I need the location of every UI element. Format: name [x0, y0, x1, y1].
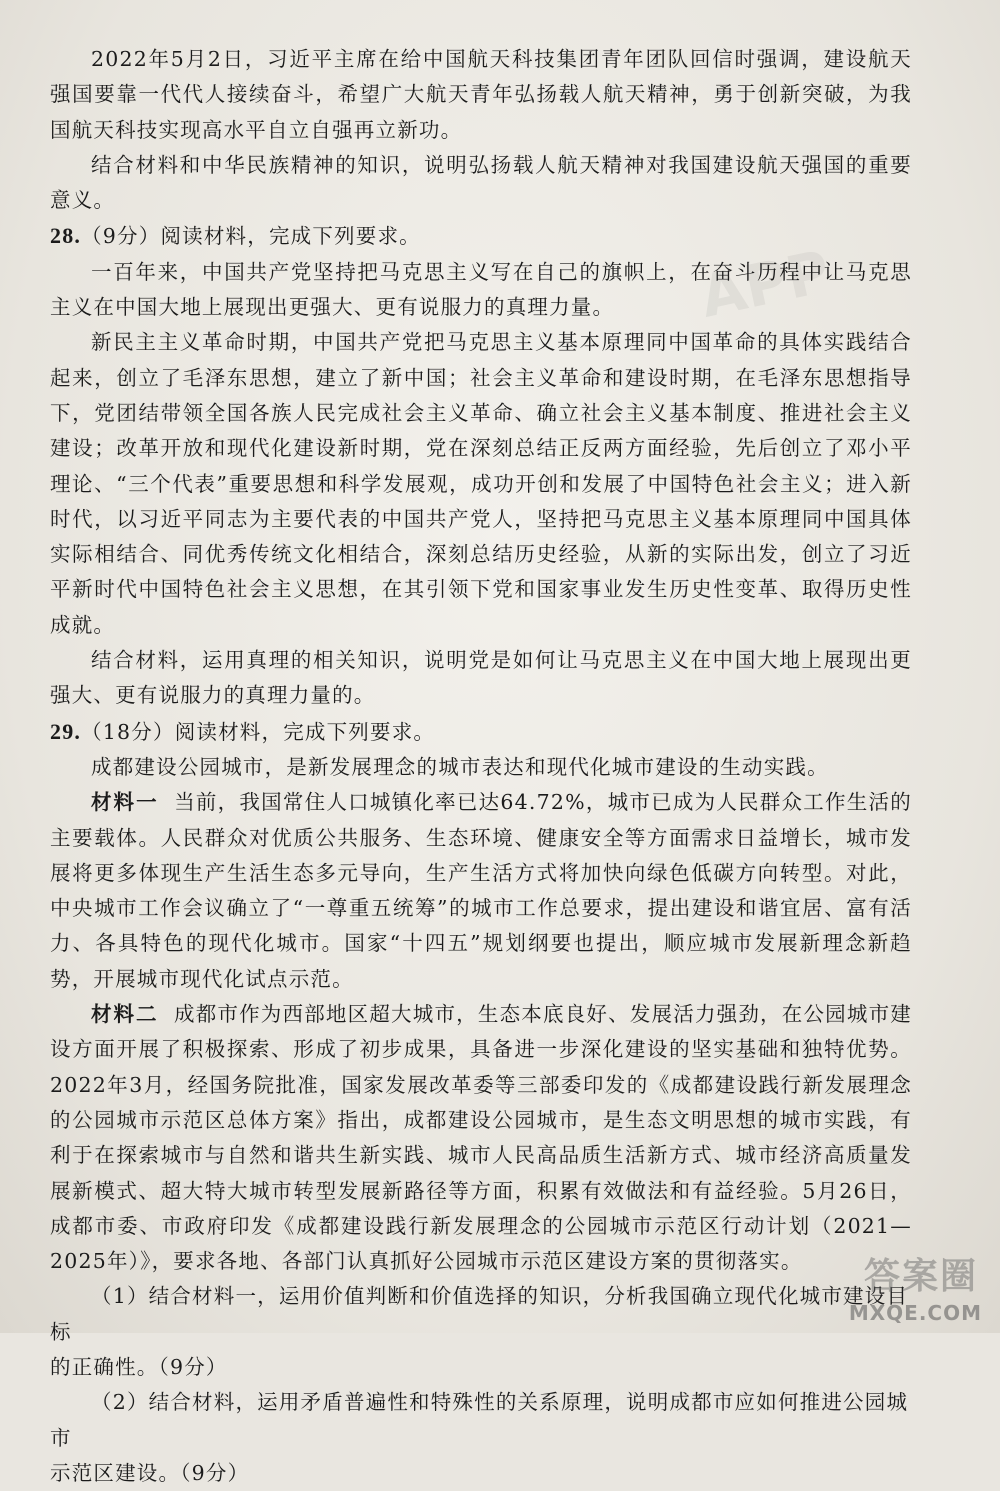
- q29-material-1: [50, 785, 912, 997]
- q29-subquestion-1-line1: （1）结合材料一，运用价值判断和价值选择的知识，分析我国确立现代化城市建设目标: [50, 1284, 909, 1344]
- watermark-app: APP: [694, 237, 836, 331]
- intro-question: 结合材料和中华民族精神的知识，说明弘扬载人航天精神对我国建设航天强国的重要意义。: [50, 152, 912, 213]
- question-29-instruction: （18分）阅读材料，完成下列要求。: [81, 719, 436, 744]
- question-29-number: 29.: [50, 718, 82, 744]
- q29-lead: 成都建设公园城市，是新发展理念的城市表达和现代化城市建设的生动实践。: [91, 754, 829, 779]
- watermark-site: MXQE.COM: [848, 1301, 982, 1325]
- material-1-text: 当前，我国常住人口城镇化率已达64.72%，城市已成为人民群众工作生活的主要载体。人民群众对优质公共服务、生态环境、健康安全等方面需求日益增长，城市发展将更多体现生产生活生态多元导向，生产生活方式将加快向绿色低碳方向转型。对此，中央城市工作会议确立了“一尊重五统筹”的城市工作总要求，提出建设和谐宜居、富有活力、各具特色的现代化城市。国家“十四五”规划纲要也提出，顺应城市发展新理念新趋势，开展城市现代化试点示范。: [50, 790, 912, 991]
- watermark-brand: 答案圈: [863, 1256, 978, 1297]
- question-28-number: 28.: [50, 223, 82, 249]
- material-2-text: 成都市作为西部地区超大城市，生态本底良好、发展活力强劲，在公园城市建设方面开展了积极探索、形成了初步成果，具备进一步深化建设的坚实基础和独特优势。2022年3月，经国务院批准，国家发展改革委等三部委印发的《成都建设践行新发展理念的公园城市示范区总体方案》指出，成都建设公园城市，是生态文明思想的城市实践，有利于在探索城市与自然和谐共生新实践、城市人民高品质生活新方式、城市经济高质量发展新模式、超大特大城市转型发展新路径等方面，积累有效做法和有益经验。5月26日，成都市委、市政府印发《成都建设践行新发展理念的公园城市示范区行动计划（2021—2025年）》，要求各地、各部门认真抓好公园城市示范区建设方案的贯彻落实。: [50, 1002, 912, 1274]
- intro-paragraph: 2022年5月2日，习近平主席在给中国航天科技集团青年团队回信时强调，建设航天强国要靠一代代人接续奋斗，希望广大航天青年弘扬载人航天精神，勇于创新突破，为我国航天科技实现高水平自立自强再立新功。: [50, 47, 912, 142]
- question-29-header: [50, 714, 912, 750]
- q29-subquestion-2-line1: （2）结合材料，运用矛盾普遍性和特殊性的关系原理，说明成都市应如何推进公园城市: [50, 1390, 909, 1450]
- material-1-label: 材料一: [91, 790, 159, 815]
- q29-subquestion-2-line2: 示范区建设。（9分）: [50, 1460, 250, 1485]
- q29-subquestion-1-line2: 的正确性。（9分）: [50, 1354, 228, 1379]
- page-content: [50, 42, 912, 1491]
- question-28-instruction: （9分）阅读材料，完成下列要求。: [81, 224, 421, 249]
- q29-material-2: [50, 997, 912, 1279]
- q28-material-body: 新民主主义革命时期，中国共产党把马克思主义基本原理同中国革命的具体实践结合起来，创立了毛泽东思想，建立了新中国；社会主义革命和建设时期，在毛泽东思想指导下，党团结带领全国各族人民完成社会主义革命、确立社会主义基本制度、推进社会主义建设；改革开放和现代化建设新时期，党在深刻总结正反两方面经验，先后创立了邓小平理论、“三个代表”重要思想和科学发展观，成功开创和发展了中国特色社会主义；进入新时代，以习近平同志为主要代表的中国共产党人，坚持把马克思主义基本原理同中国具体实际相结合、同优秀传统文化相结合，深刻总结历史经验，从新的实际出发，创立了习近平新时代中国特色社会主义思想，在其引领下党和国家事业发生历史性变革、取得历史性成就。: [50, 330, 912, 637]
- question-28-header: [50, 218, 912, 254]
- q28-material-intro: 一百年来，中国共产党坚持把马克思主义写在自己的旗帜上，在奋斗历程中让马克思主义在中国大地上展现出更强大、更有说服力的真理力量。: [50, 259, 912, 320]
- material-2-label: 材料二: [91, 1002, 159, 1027]
- q28-prompt: 结合材料，运用真理的相关知识，说明党是如何让马克思主义在中国大地上展现出更强大、更有说服力的真理力量的。: [50, 648, 912, 708]
